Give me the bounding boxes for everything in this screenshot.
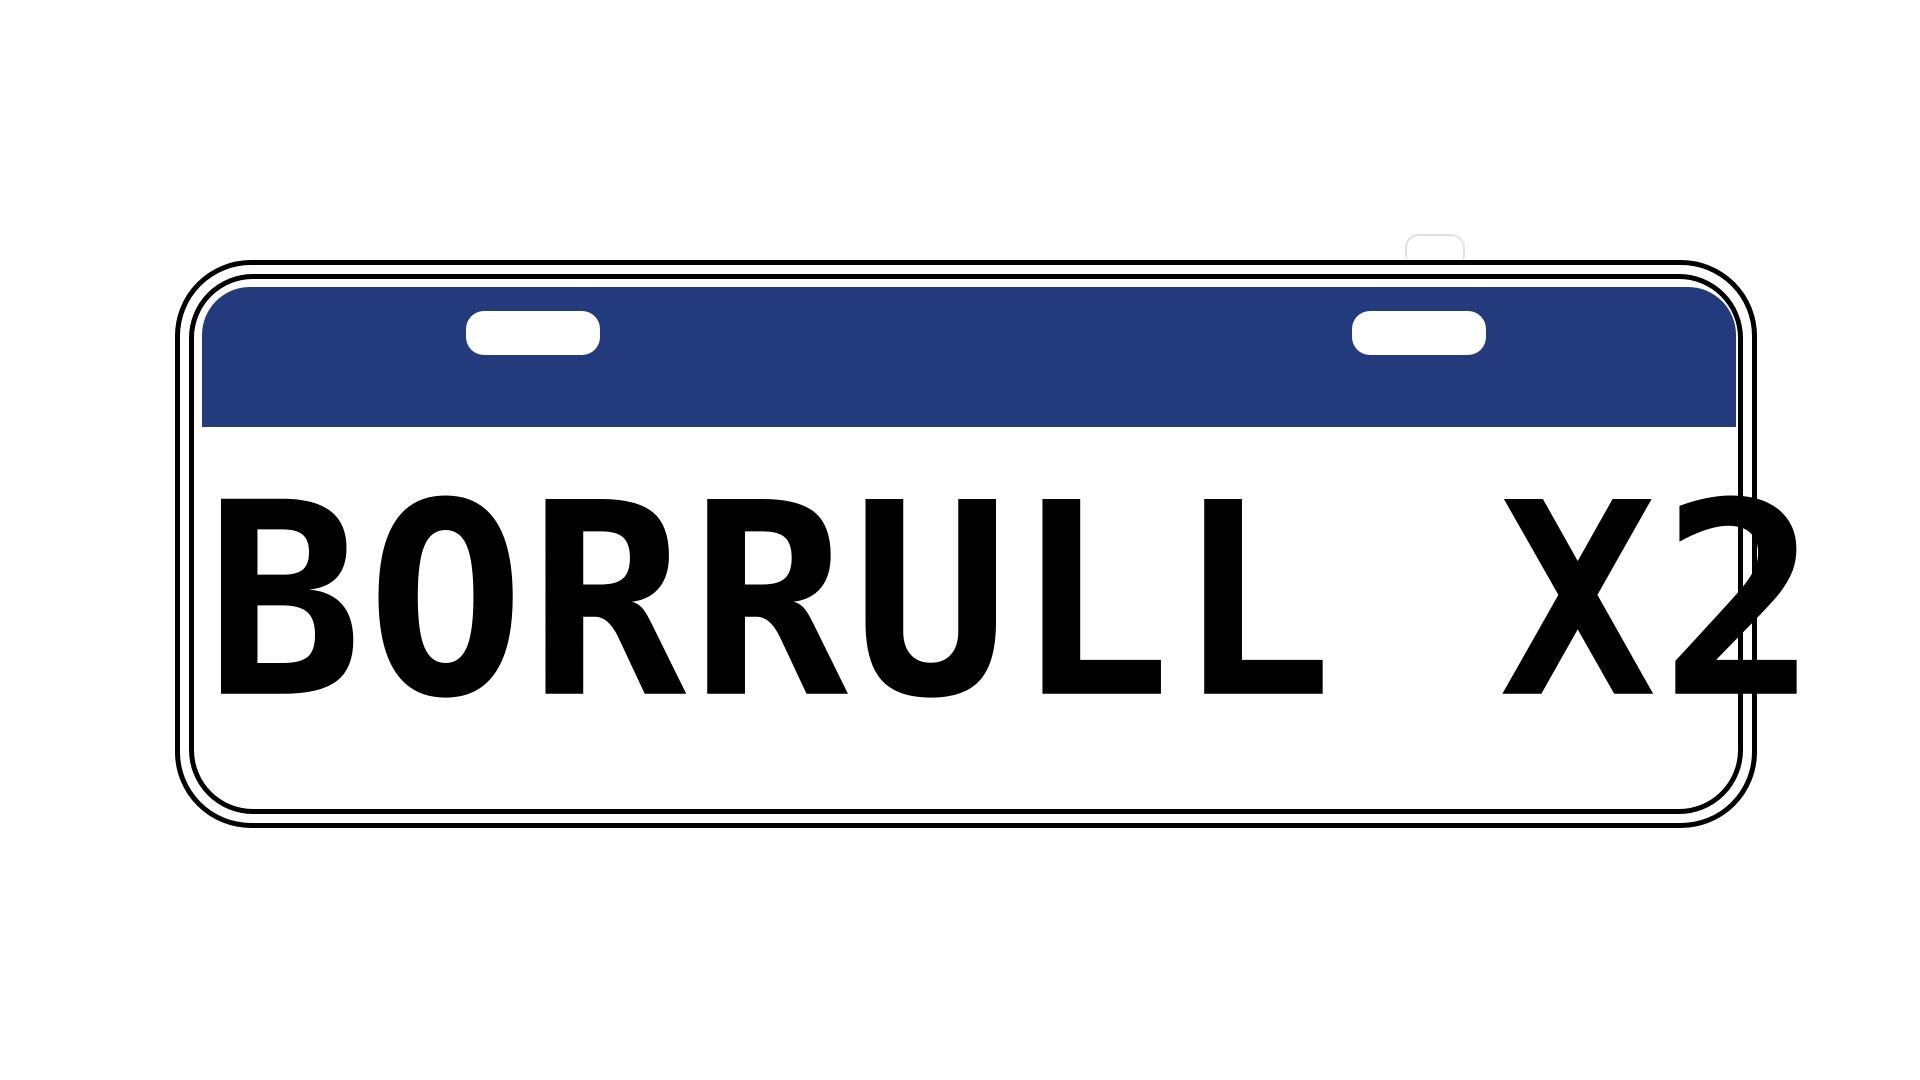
left-mount-slot-icon bbox=[466, 311, 600, 355]
right-mount-slot-icon bbox=[1352, 311, 1486, 355]
plate-text: BORRULL X2 bbox=[205, 445, 1823, 758]
plate-blue-band bbox=[202, 287, 1736, 427]
smudge-mark bbox=[1405, 234, 1465, 260]
